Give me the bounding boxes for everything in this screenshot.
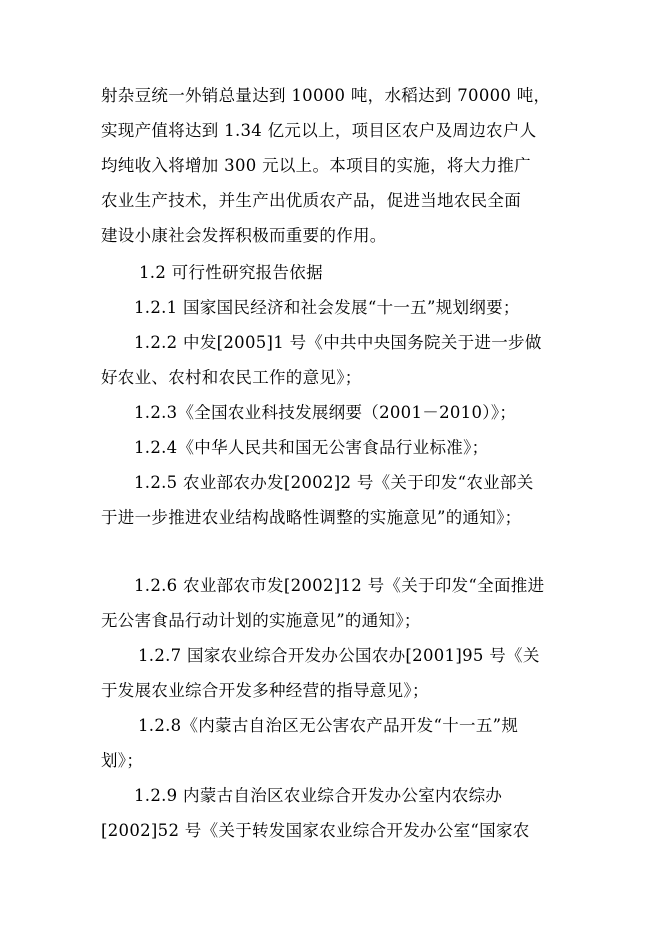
reference-item: 1.2.5 农业部农办发[2002]2 号《关于印发“农业部关 <box>134 473 534 492</box>
reference-item-continuation: 好农业、农村和农民工作的意见》； <box>101 368 362 387</box>
reference-item-continuation: [2002]52 号《关于转发国家农业综合开发办公室“国家农 <box>101 821 530 840</box>
reference-item: 1.2.6 农业部农市发[2002]12 号《关于印发“全面推进 <box>134 576 545 595</box>
paragraph-line: 建设小康社会发挥积极而重要的作用。 <box>101 226 387 245</box>
reference-item-continuation: 无公害食品行动计划的实施意见”的通知》； <box>101 611 421 630</box>
reference-item-continuation: 于进一步推进农业结构战略性调整的实施意见”的通知》； <box>101 508 522 527</box>
paragraph-line: 农业生产技术，并生产出优质农产品，促进当地农民全面 <box>101 191 521 210</box>
paragraph-line: 实现产值将达到 1.34 亿元以上，项目区农户及周边农户人 <box>101 121 537 140</box>
reference-item: 1.2.2 中发[2005]1 号《中共中央国务院关于进一步做 <box>134 333 542 352</box>
reference-item-continuation: 划》； <box>101 751 144 770</box>
reference-item: 1.2.8《内蒙古自治区无公害农产品开发“十一五”规 <box>138 716 519 735</box>
section-heading: 1.2 可行性研究报告依据 <box>139 263 323 282</box>
reference-item-continuation: 于发展农业综合开发多种经营的指导意见》； <box>101 681 429 700</box>
reference-item: 1.2.9 内蒙古自治区农业综合开发办公室内农综办 <box>134 786 503 805</box>
paragraph-line: 射杂豆统一外销总量达到 10000 吨，水稻达到 70000 吨， <box>101 86 551 105</box>
reference-item: 1.2.4《中华人民共和国无公害食品行业标准》； <box>134 438 489 457</box>
paragraph-line: 均纯收入将增加 300 元以上。本项目的实施，将大力推广 <box>101 156 531 175</box>
reference-item: 1.2.1 国家国民经济和社会发展“十一五”规划纲要； <box>134 298 520 317</box>
reference-item: 1.2.7 国家农业综合开发办公国农办[2001]95 号《关 <box>138 646 540 665</box>
reference-item: 1.2.3《全国农业科技发展纲要（2001－2010）》； <box>134 403 517 422</box>
